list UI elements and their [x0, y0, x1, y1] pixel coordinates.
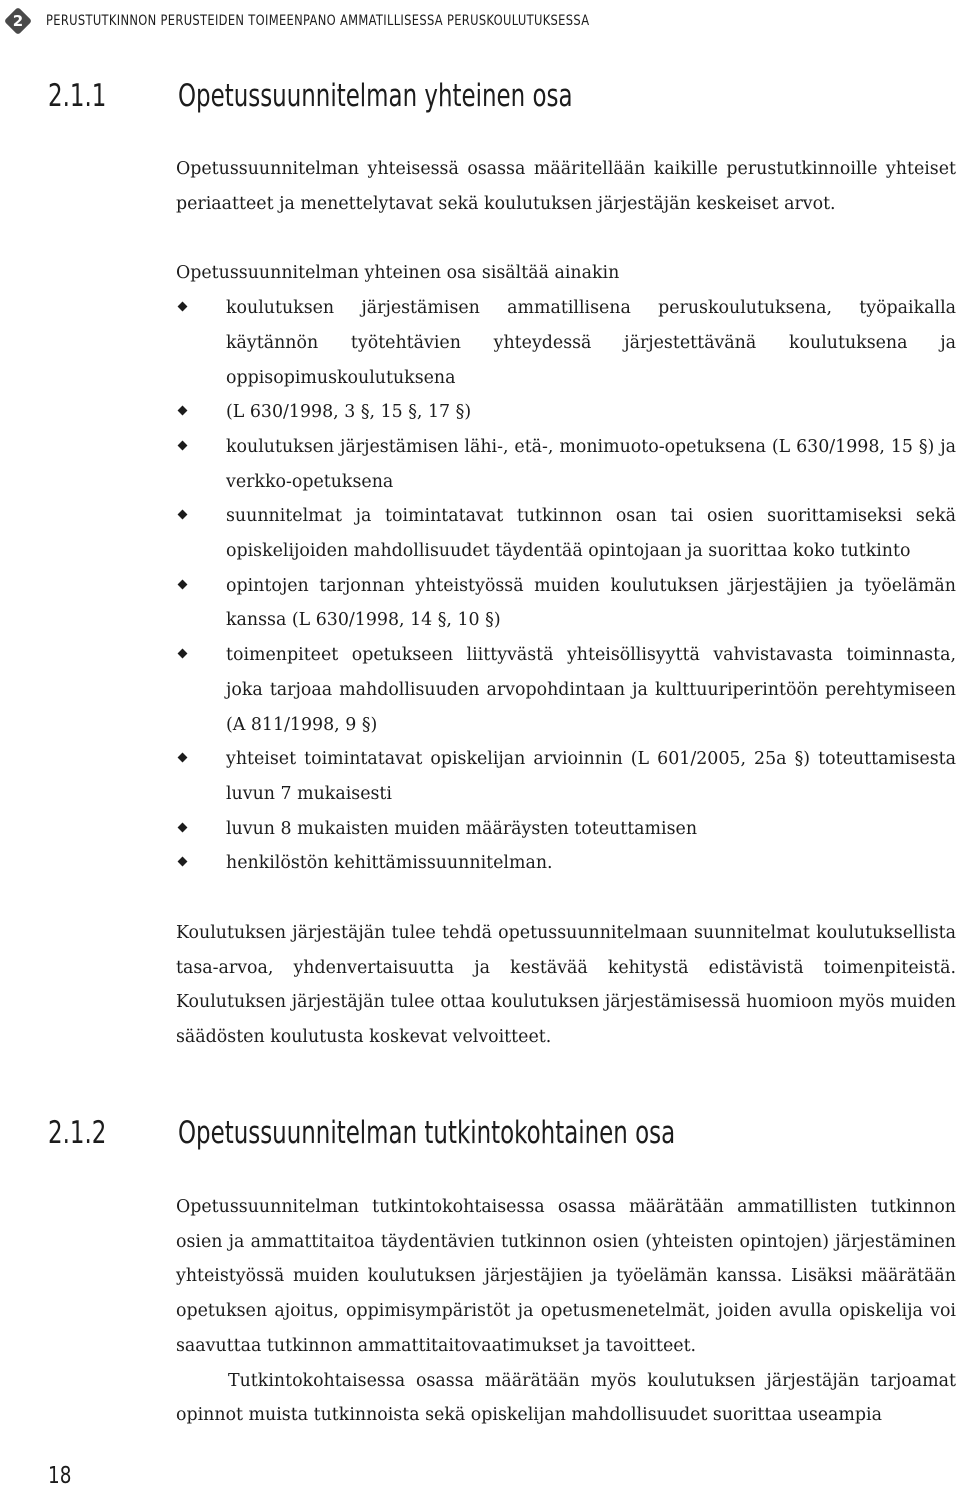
list-item: toimenpiteet opetukseen liittyvästä yhteisöllisyyttä vahvistavasta toiminnasta, joka tarjoaa mahdollisuuden arvopohdintaan ja kulttuuriperintöön perehtymiseen (A 811/1998, 9 §) [176, 638, 956, 742]
requirements-list [176, 291, 956, 881]
intro-paragraph: Opetussuunnitelman yhteisessä osassa määritellään kaikille perustutkinnoille yhteiset periaatteet ja menettelytavat sekä koulutuksen järjestäjän keskeiset arvot. [176, 159, 956, 214]
section-2-body [176, 1190, 956, 1433]
diamond-bullet-icon [178, 406, 188, 416]
list-item: opintojen tarjonnan yhteistyössä muiden koulutuksen järjestäjien ja työelämän kanssa (L 630/1998, 14 §, 10 §) [176, 569, 956, 638]
section-heading-2-1-1 [48, 78, 711, 114]
running-header [4, 4, 709, 38]
list-item: yhteiset toimintatavat opiskelijan arvioinnin (L 601/2005, 25a §) toteuttamisesta luvun 7 mukaisesti [176, 742, 956, 811]
list-item: henkilöstön kehittämissuunnitelman. [176, 846, 956, 881]
diamond-bullet-icon [178, 649, 188, 659]
section-title: Opetussuunnitelman yhteinen osa [178, 78, 573, 114]
chapter-badge [4, 7, 32, 35]
diamond-bullet-icon [178, 857, 188, 867]
section-number: 2.1.1 [48, 78, 107, 114]
chapter-number: 2 [12, 12, 24, 30]
diamond-bullet-icon [178, 302, 188, 312]
diamond-bullet-icon [178, 822, 188, 832]
section-title: Opetussuunnitelman tutkintokohtainen osa [178, 1115, 676, 1151]
list-item: koulutuksen järjestämisen ammatillisena peruskoulutuksena, työpaikalla käytännön työtehtävien yhteydessä järjestettävänä koulutuksena ja oppisopimuskoulutuksena [176, 291, 956, 395]
section-1-body [176, 152, 956, 1055]
section-heading-2-1-2 [48, 1115, 850, 1151]
diamond-bullet-icon [178, 510, 188, 520]
closing-paragraph: Koulutuksen järjestäjän tulee tehdä opetussuunnitelmaan suunnitelmat koulutuksellista tasa-arvoa, yhdenvertaisuutta ja kestävää kehitystä edistävistä toimenpiteistä. Koulutuksen järjestäjän tulee ottaa koulutuksen järjestämisessä huomioon myös muiden säädösten koulutusta koskevat velvoitteet. [176, 923, 956, 1048]
list-item: koulutuksen järjestämisen lähi-, etä-, monimuoto-opetuksena (L 630/1998, 15 §) ja verkko-opetuksena [176, 430, 956, 499]
diamond-bullet-icon [178, 579, 188, 589]
list-item: luvun 8 mukaisten muiden määräysten toteuttamisen [176, 812, 956, 847]
body-paragraph: Tutkintokohtaisessa osassa määrätään myös koulutuksen järjestäjän tarjoamat opinnot muista tutkinnoista sekä opiskelijan mahdollisuudet suorittaa useampia [176, 1370, 956, 1426]
body-paragraph: Opetussuunnitelman tutkintokohtaisessa osassa määrätään ammatillisten tutkinnon osien ja ammattitaitoa täydentävien tutkinnon osien (yhteisten opintojen) järjestäminen yhteistyössä muiden koulutuksen järjestäjien ja työelämän kanssa. Lisäksi määrätään opetuksen ajoitus, oppimisympäristöt ja opetusmenetelmät, joiden avulla opiskelija voi saavuttaa tutkinnon ammattitaitovaatimukset ja tavoitteet. [176, 1197, 956, 1356]
section-number: 2.1.2 [48, 1115, 107, 1151]
diamond-bullet-icon [178, 753, 188, 763]
page-number: 18 [48, 1463, 72, 1489]
list-item: suunnitelmat ja toimintatavat tutkinnon osan tai osien suorittamiseksi sekä opiskelijoiden mahdollisuudet täydentää opintojaan ja suorittaa koko tutkinto [176, 499, 956, 568]
list-item: (L 630/1998, 3 §, 15 §, 17 §) [176, 395, 956, 430]
diamond-bullet-icon [178, 440, 188, 450]
running-title: PERUSTUTKINNON PERUSTEIDEN TOIMEENPANO AMMATILLISESSA PERUSKOULUTUKSESSA [46, 13, 590, 29]
list-intro: Opetussuunnitelman yhteinen osa sisältää ainakin [176, 263, 620, 284]
